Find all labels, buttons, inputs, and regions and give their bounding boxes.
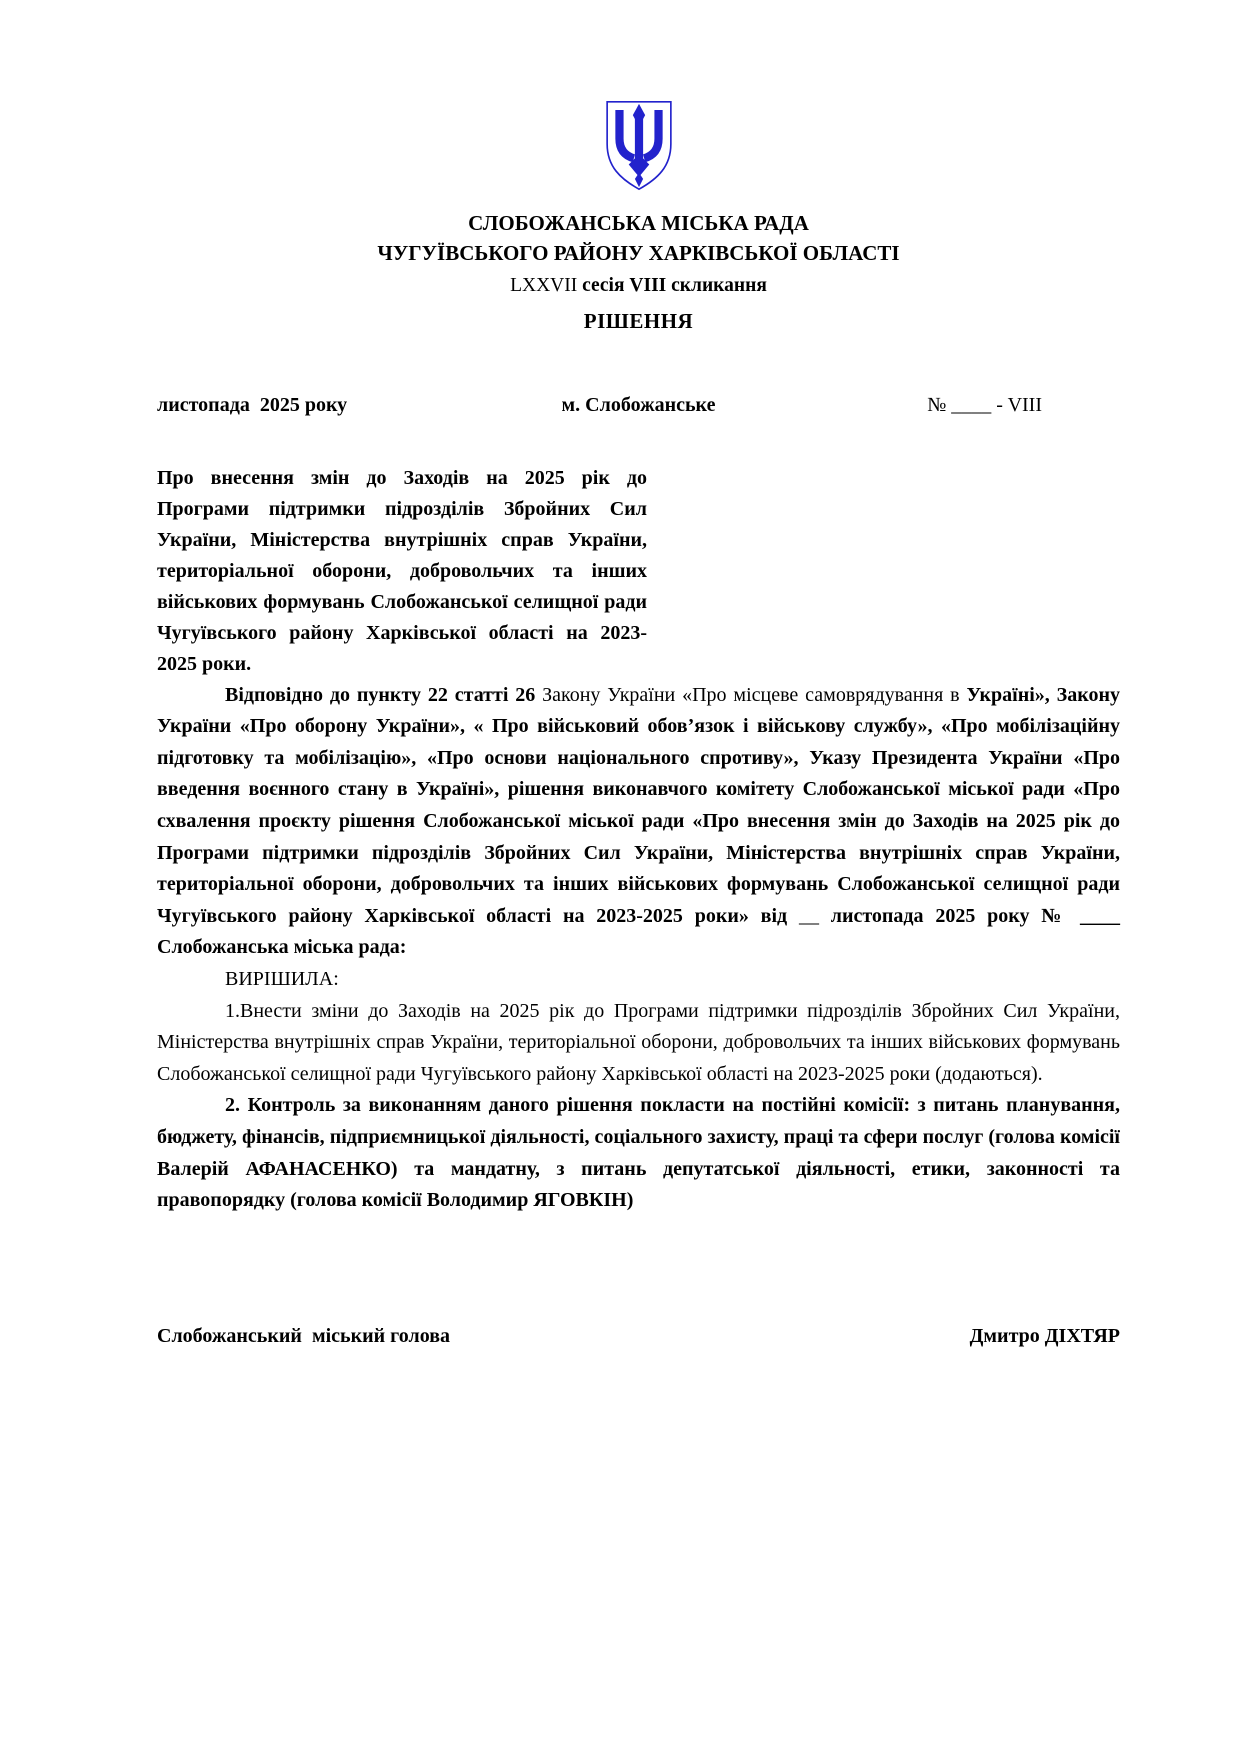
signature-row <box>157 1321 1120 1352</box>
document-type-title: РІШЕННЯ <box>583 309 694 334</box>
emblem-container <box>157 100 1120 202</box>
signature-title: Слобожанський міський голова <box>157 1324 450 1347</box>
org-name-line1: СЛОБОЖАНСЬКА МІСЬКА РАДА <box>468 211 809 235</box>
meta-row <box>157 390 1120 421</box>
signature-name: Дмитро ДІХТЯР <box>969 1324 1120 1347</box>
session-line: LXXVII сесія VIII скликання <box>510 274 767 296</box>
subject-block: Про внесення змін до Заходів на 2025 рік до Програми підтримки підрозділів Збройних Сил України, Міністерства внутрішніх справ України, територіальної оборони, добровольчих та інших військових формувань Слобожанської селищної ради Чугуївського району Харківської області на 2023-2025 роки. <box>157 466 647 675</box>
document-number-line: № ____ - VIII <box>927 393 1042 416</box>
preamble-paragraph: Відповідно до пункту 22 статті 26 Закону України «Про місцеве самоврядування в Україні», Закону України «Про оборону України», « Про військовий обов’язок і військову службу», «Про мобілізаційну підготовку та мобілізацію», «Про основи національного спротиву», Указу Президента України «Про введення воєнного стану в Україні», рішення виконавчого комітету Слобожанської міської ради «Про схвалення проєкту рішення Слобожанської міської ради «Про внесення змін до Заходів на 2025 рік до Програми підтримки підрозділів Збройних Сил України, Міністерства внутрішніх справ України, територіальної оборони, добровольчих та інших військових формувань Слобожанської селищної ради Чугуївського району Харківської області на 2023-2025 роки» від __ листопада 2025 року № ____ Слобожанська міська рада: <box>157 683 1121 959</box>
resolution-item-1: 1.Внести зміни до Заходів на 2025 рік до Програми підтримки підрозділів Збройних Сил України, Міністерства внутрішніх справ України, територіальної оборони, добровольчих та інших військових формувань Слобожанської селищної ради Чугуївського району Харківської області на 2023-2025 роки (додаються). <box>157 999 1120 1085</box>
ukraine-trident-emblem-icon <box>602 100 676 192</box>
org-name-line2: ЧУГУЇВСЬКОГО РАЙОНУ ХАРКІВСЬКОЇ ОБЛАСТІ <box>377 241 900 266</box>
place-line: м. Слобожанське <box>561 393 716 416</box>
resolved-label: ВИРІШИЛА: <box>225 967 339 990</box>
resolution-item-2: 2. Контроль за виконанням даного рішення покласти на постійні комісії: з питань планування, бюджету, фінансів, підприємницької діяльності, соціального захисту, праці та сфери послуг (голова комісії Валерій АФАНАСЕНКО) та мандатну, з питань депутатської діяльності, етики, законності та правопорядку (голова комісії Володимир ЯГОВКІН) <box>157 1094 1120 1212</box>
date-line: листопада 2025 року <box>157 393 348 416</box>
